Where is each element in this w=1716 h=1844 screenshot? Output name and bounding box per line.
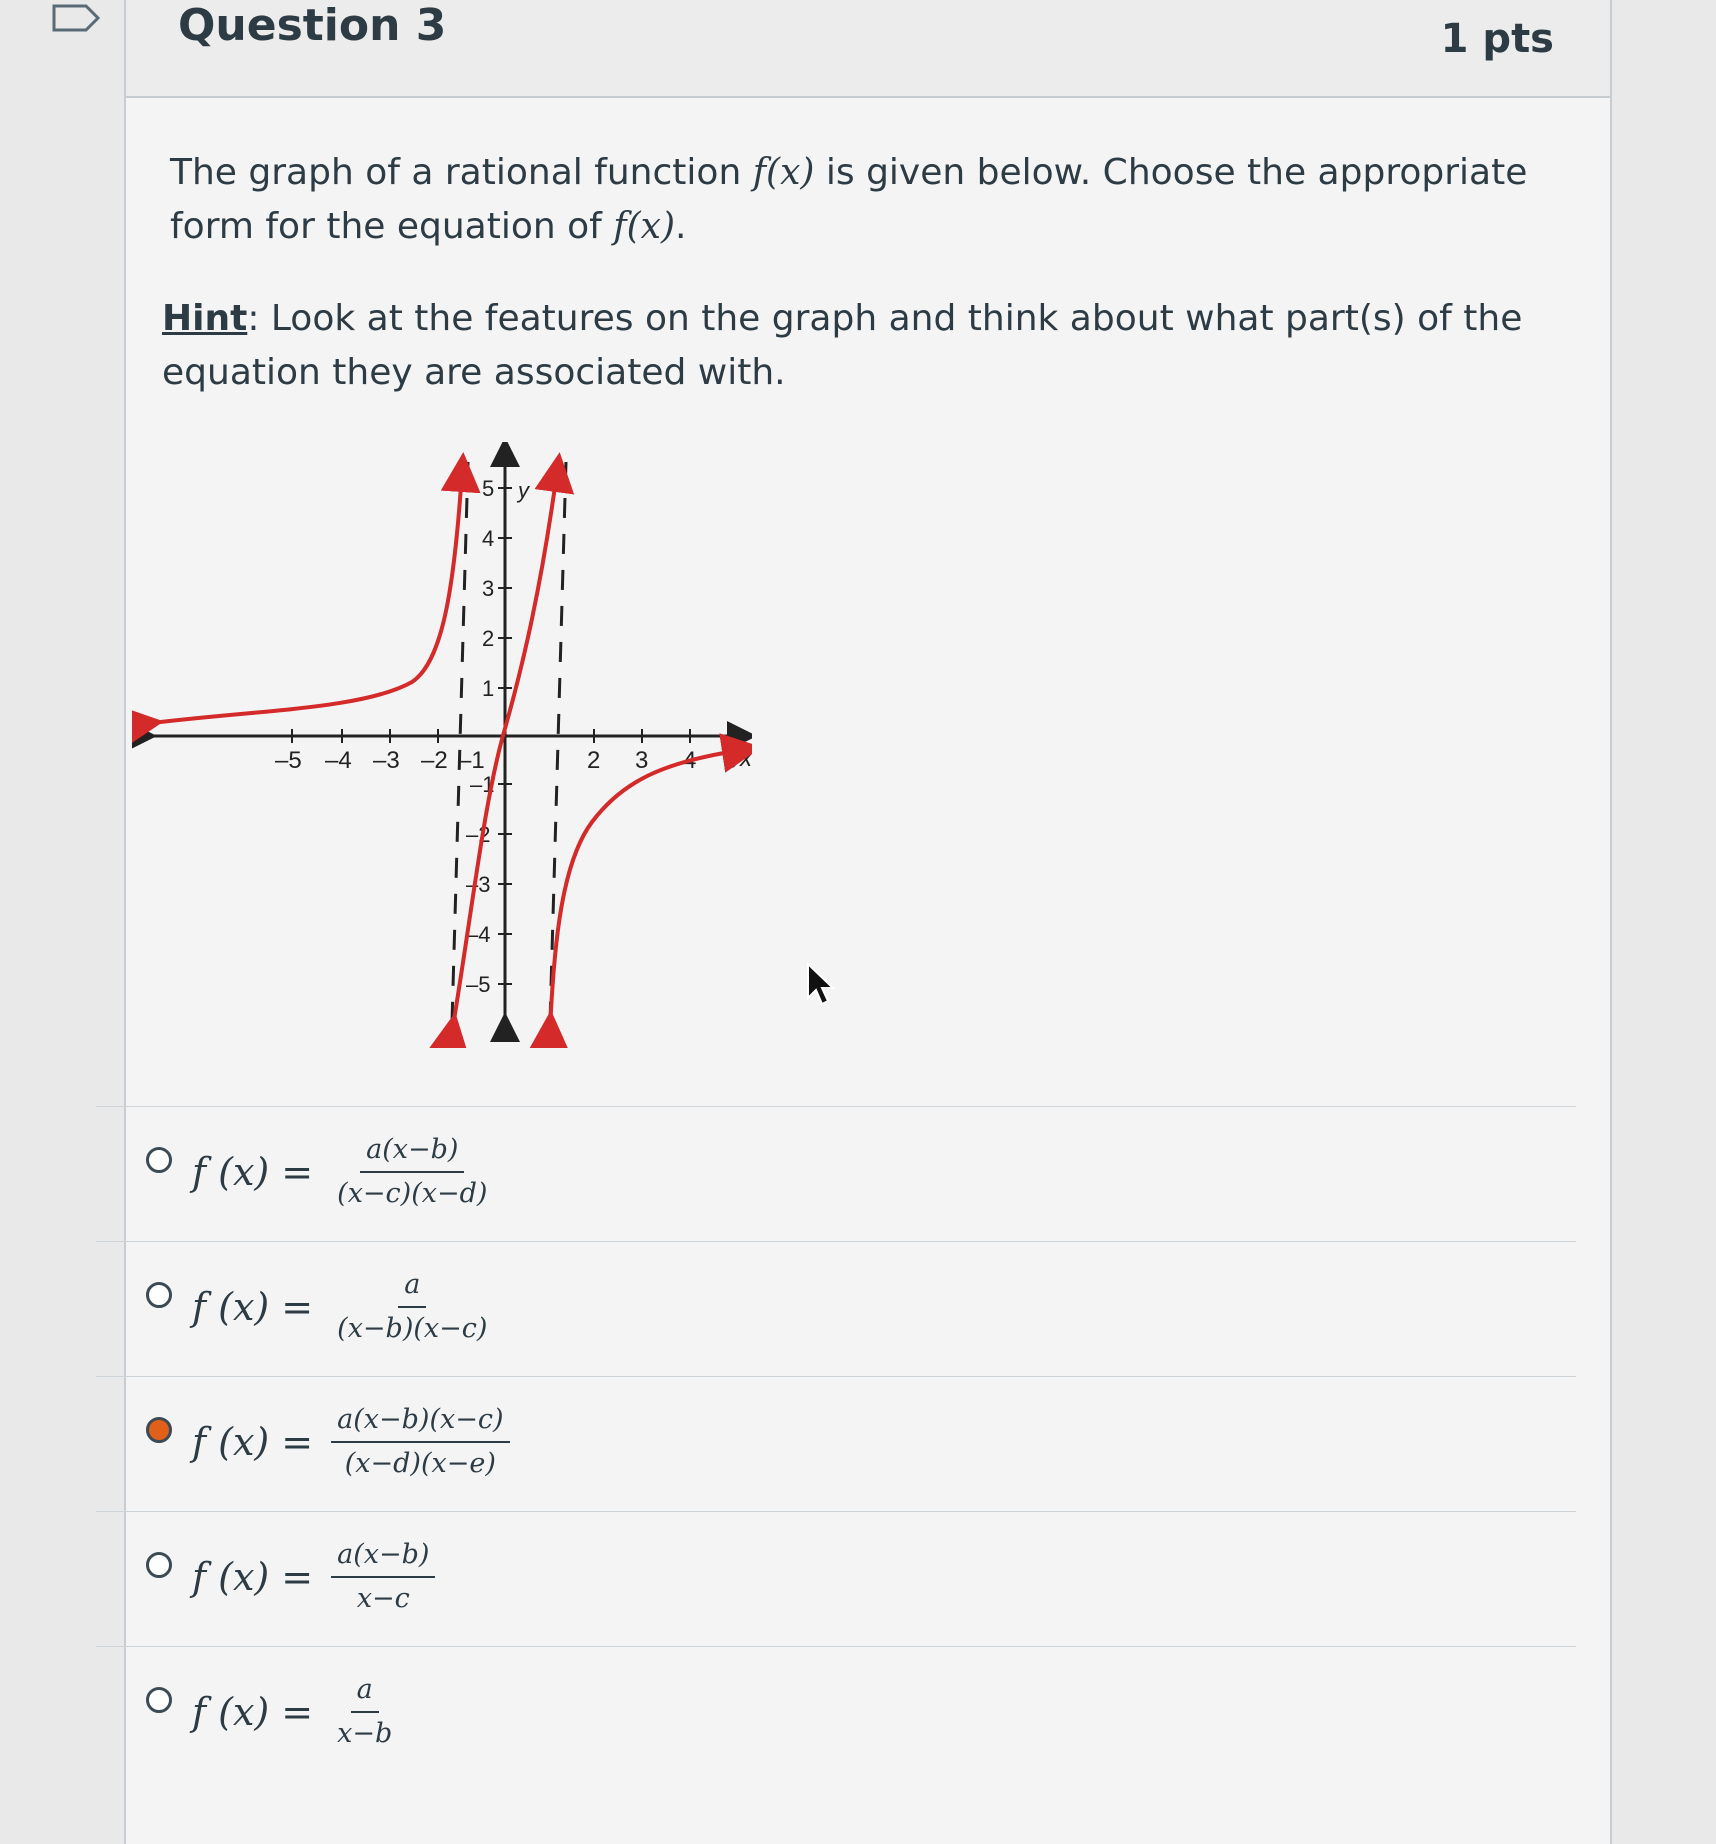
x-tick-label: –2 <box>421 747 448 774</box>
formula-lhs: f (x) = <box>192 1420 314 1464</box>
radio-button[interactable] <box>146 1552 172 1578</box>
question-title: Question 3 <box>178 0 447 51</box>
question-text-part-3: . <box>675 206 687 247</box>
answer-formula <box>192 1667 398 1757</box>
answer-formula <box>192 1532 435 1622</box>
question-card <box>124 0 1612 1844</box>
fraction <box>331 1538 435 1616</box>
fraction <box>331 1673 398 1751</box>
formula-lhs: f (x) = <box>192 1555 314 1599</box>
numerator: a <box>398 1268 426 1308</box>
numerator: a(x−b) <box>360 1133 464 1173</box>
math-fx: f(x) <box>752 152 815 193</box>
y-tick-label: –4 <box>466 922 491 947</box>
y-tick-label: –2 <box>466 822 491 847</box>
answer-formula <box>192 1397 510 1487</box>
formula-lhs: f (x) = <box>192 1690 314 1734</box>
answer-option[interactable] <box>96 1241 1576 1376</box>
answer-option[interactable] <box>96 1511 1576 1646</box>
x-tick-label: –1 <box>458 747 485 774</box>
x-axis-label: x <box>740 745 752 772</box>
curve-right-branch <box>550 750 742 1030</box>
rational-function-graph <box>132 442 752 1048</box>
denominator: (x−d)(x−e) <box>344 1448 496 1479</box>
answer-formula <box>192 1127 493 1217</box>
hint-label: Hint <box>162 298 248 339</box>
numerator: a <box>351 1673 379 1713</box>
fraction <box>331 1133 493 1211</box>
curve-left-branch <box>144 472 462 724</box>
x-tick-label: 5 <box>724 747 738 774</box>
x-tick-label: –3 <box>373 747 400 774</box>
denominator: (x−c)(x−d) <box>337 1178 488 1209</box>
y-tick-label: –5 <box>466 972 491 997</box>
question-text <box>170 146 1570 254</box>
question-text-part-1: The graph of a rational function <box>170 152 753 193</box>
question-points: 1 pts <box>1440 16 1554 62</box>
y-tick-label: –3 <box>466 872 491 897</box>
numerator: a(x−b)(x−c) <box>331 1403 509 1443</box>
x-tick-label: 4 <box>683 747 697 774</box>
y-tick-label: 3 <box>482 576 495 601</box>
answer-list <box>96 1106 1576 1781</box>
hint <box>162 292 1562 400</box>
x-tick-label: 3 <box>635 747 649 774</box>
y-tick-label: 5 <box>482 476 495 501</box>
formula-lhs: f (x) = <box>192 1285 314 1329</box>
y-tick-label: 1 <box>482 676 495 701</box>
numerator: a(x−b) <box>331 1538 435 1578</box>
x-tick-label: 2 <box>587 747 601 774</box>
fraction <box>331 1403 509 1481</box>
radio-button[interactable] <box>146 1282 172 1308</box>
flag-question-icon[interactable] <box>52 4 102 32</box>
answer-formula <box>192 1262 493 1352</box>
question-text-part-2: is given below. Choose the appropriate form for the equation of <box>170 152 1528 247</box>
y-tick-label: 4 <box>482 526 495 551</box>
formula-lhs: f (x) = <box>192 1150 314 1194</box>
x-tick-label: –4 <box>325 747 352 774</box>
fraction <box>331 1268 493 1346</box>
answer-option-selected[interactable] <box>96 1376 1576 1511</box>
radio-button[interactable] <box>146 1687 172 1713</box>
hint-text: : Look at the features on the graph and think about what part(s) of the equation they are associated with. <box>162 298 1523 393</box>
y-axis-label: y <box>518 478 529 503</box>
math-fx: f(x) <box>613 206 675 247</box>
radio-button[interactable] <box>146 1147 172 1173</box>
answer-option[interactable] <box>96 1646 1576 1781</box>
denominator: x−b <box>337 1718 393 1749</box>
mouse-cursor-icon <box>806 962 836 1008</box>
denominator: x−c <box>356 1583 410 1614</box>
x-tick-label: –5 <box>275 747 302 774</box>
question-header <box>126 0 1610 98</box>
radio-button-selected[interactable] <box>146 1417 172 1443</box>
answer-option[interactable] <box>96 1106 1576 1241</box>
y-tick-label: –1 <box>470 772 495 797</box>
denominator: (x−b)(x−c) <box>337 1313 488 1344</box>
y-tick-label: 2 <box>482 626 495 651</box>
